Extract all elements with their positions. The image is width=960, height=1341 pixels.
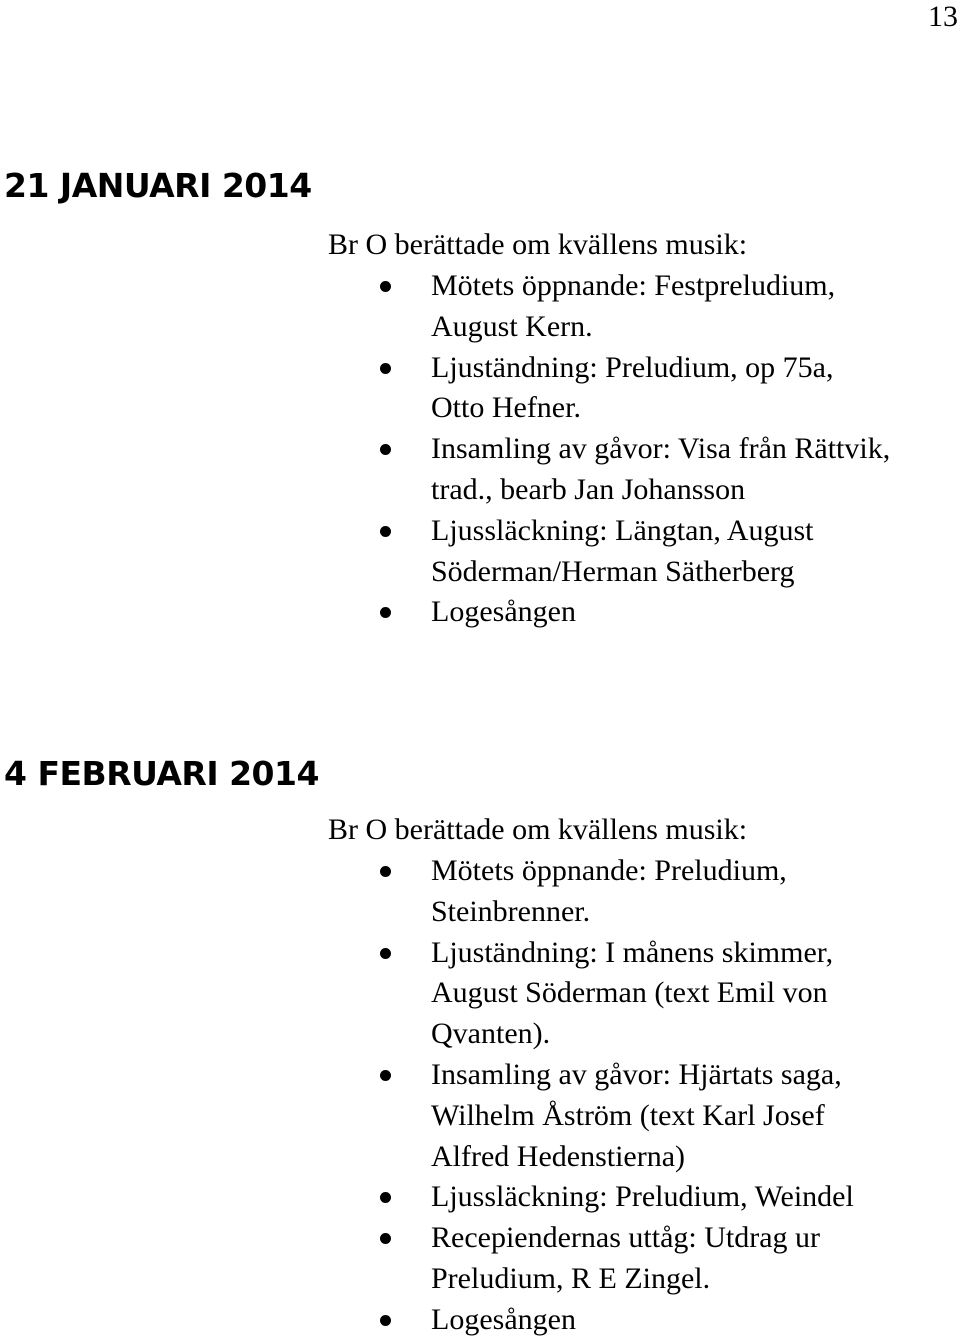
bullet-icon (380, 1315, 391, 1326)
list-item-text: Ljussläckning: Längtan, August (431, 513, 814, 547)
list-item-text: Preludium, R E Zingel. (431, 1261, 711, 1295)
list-item (0, 348, 931, 430)
bullet-icon (380, 281, 391, 292)
bullet-icon (380, 1233, 391, 1244)
list-item (0, 1300, 931, 1341)
list-item (0, 429, 931, 511)
list-item-text: Recepiendernas uttåg: Utdrag ur (431, 1221, 821, 1255)
list-item-text: Insamling av gåvor: Hjärtats saga, (431, 1057, 842, 1091)
list-item (0, 1177, 931, 1218)
section-heading: 4 FEBRUARI 2014 (4, 754, 319, 793)
list-item-text: August Söderman (text Emil von (431, 976, 828, 1010)
list-item-text: Ljussläckning: Preludium, Weindel (431, 1180, 854, 1214)
list-item (0, 266, 931, 348)
list-item-text: August Kern. (431, 309, 593, 343)
list-item (0, 1218, 931, 1300)
section-intro: Br O berättade om kvällens musik: (328, 813, 748, 846)
list-item (0, 933, 931, 1055)
list-item-text: Logesången (431, 595, 576, 629)
list-item-text: Steinbrenner. (431, 894, 591, 928)
program-list (0, 851, 931, 1341)
bullet-icon (380, 444, 391, 455)
list-item-text: Alfred Hedenstierna) (431, 1139, 686, 1173)
bullet-icon (380, 1192, 391, 1203)
list-item (0, 511, 931, 593)
list-item-text: Wilhelm Åström (text Karl Josef (431, 1098, 825, 1132)
list-item-text: Söderman/Herman Sätherberg (431, 554, 795, 588)
program-list (0, 266, 931, 633)
page-number: 13 (928, 0, 958, 33)
list-item-text: Insamling av gåvor: Visa från Rättvik, (431, 432, 891, 466)
list-item-text: Qvanten). (431, 1017, 551, 1051)
bullet-icon (380, 866, 391, 877)
list-item-text: Ljuständning: Preludium, op 75a, (431, 350, 834, 384)
list-item (0, 1055, 931, 1177)
section-heading: 21 JANUARI 2014 (4, 166, 312, 205)
list-item-text: Logesången (431, 1302, 576, 1336)
bullet-icon (380, 948, 391, 959)
list-item-text: Mötets öppnande: Preludium, (431, 854, 787, 887)
list-item (0, 592, 931, 633)
list-item-text: trad., bearb Jan Johansson (431, 472, 746, 506)
bullet-icon (380, 1070, 391, 1081)
bullet-icon (380, 363, 391, 374)
section-intro: Br O berättade om kvällens musik: (328, 228, 748, 261)
bullet-icon (380, 526, 391, 537)
list-item-text: Ljuständning: I månens skimmer, (431, 935, 834, 969)
bullet-icon (380, 607, 391, 618)
list-item (0, 851, 931, 933)
list-item-text: Mötets öppnande: Festpreludium, (431, 269, 836, 302)
list-item-text: Otto Hefner. (431, 391, 581, 425)
